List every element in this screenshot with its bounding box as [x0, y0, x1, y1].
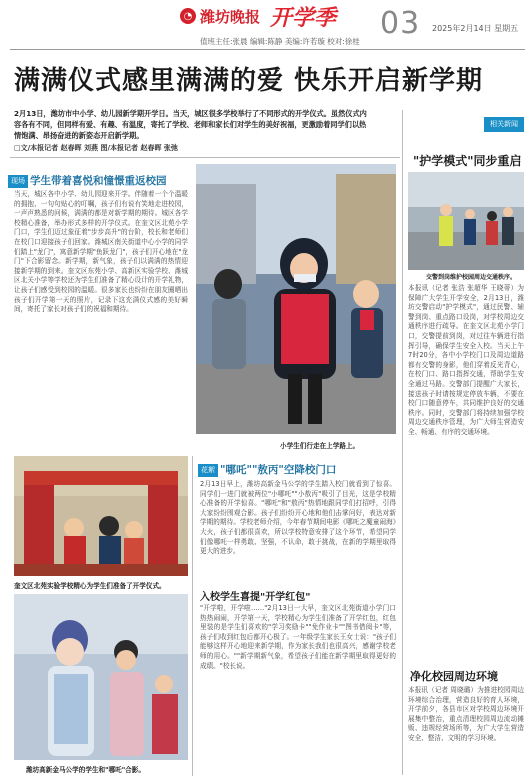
caption-traffic-police: 交警到岗维护校园周边交通秩序。 — [426, 274, 517, 281]
logo-icon: ◔ — [180, 8, 196, 24]
lead-paragraph: 2月13日，潍坊市中小学、幼儿园新学期开学日。当天，城区很多学校举行了不同形式的开学仪式。虽然仪式内容各有不同，但同样有爱、有趣、有温度，寄托了学校、老师和家长们对学生的美好祝福，更激励着同学们以热情饱满、昂扬奋进的新姿态开启新学期。 — [14, 109, 367, 140]
photo-students-walking — [196, 164, 396, 434]
section-body-highlights: 2月13日早上，潍坊高新金马公学的学生踏入校门就看到了惊喜。同学们一进门就被两位"小哪吒""小敖丙"吸引了目光，这是学校精心准备的开学惊喜。"哪吒"和"敖丙"热情地跟同学们打招呼，引得大家纷纷围观合影。孩子们纷纷开心地和他们击掌问好，表达对新学期的期待。学校老师介绍，今年春节期间电影《哪吒之魔童闹海》大火，孩子们都很喜欢，所以学校特意安排了这个环节，希望同学们像哪吒一样勇敢、坚强，不认命，敢于挑战，在新的学期里取得更大的进步。 — [200, 480, 396, 556]
photo-nezha-costume — [14, 594, 188, 760]
page-headline: 满满仪式感里满满的爱 快乐开启新学期 — [14, 66, 484, 96]
section-title-traffic: "护学模式"同步重启 — [413, 154, 522, 168]
section-title-highlights: "哪吒""敖丙"空降校门口 — [220, 464, 337, 476]
column-divider — [402, 110, 403, 775]
page-number: 03 — [380, 6, 421, 41]
divider — [10, 157, 400, 158]
subsection-title-red-packets: 入校学生喜提"开学红包" — [200, 592, 311, 603]
section-title-environment: 净化校园周边环境 — [410, 670, 498, 683]
editor-credits: 值班主任:张晨 编辑:陈静 美编:许若璇 校对:徐桂 — [200, 37, 360, 46]
subsection-body-red-packets: "开学啦，开学啦……"2月13日一大早，奎文区北苑街道小学门口热热闹闹，开学第一天，学校精心为学生们准备了开学红包，红包里装的是学生们喜欢的"学习奖励卡""免作业卡""图书借阅卡"等，孩子们收到红包后都开心极了。一年级学生家长王女士说："孩子们能够这样开心地迎来新学期，作为家长我们也很高兴，感谢学校老师的用心。""新学期新气象，希望孩子们能在新学期里取得更好的成绩。"校长说。 — [200, 604, 396, 670]
caption-students-walking: 小学生们行走在上学路上。 — [280, 442, 360, 450]
column-divider-2 — [192, 456, 193, 776]
masthead-rule — [10, 49, 525, 50]
newspaper-logo — [180, 4, 337, 31]
section-title-scene: 学生带着喜悦和憧憬重返校园 — [30, 175, 167, 187]
section-body-traffic: 本报讯（记者 张浩 张超华 王晓蒂）为保障广大学生开学安全，2月13日，潍坊交警启动"护学模式"，通过民警、辅警到岗、重点路口设岗，对学校周边交通秩序进行疏导。在奎文区北苑小学门口，交警提前到岗，对过往车辆进行指挥引导，确保学生安全入校。当天上午7时20分，各中小学校门口及周边道路都有交警的身影，他们穿着反光背心，在校门口、路口指挥交通，帮助学生安全通过马路。交警部门提醒广大家长，接送孩子时请按规定停放车辆，不要在校门口随意停车，共同维护良好的交通秩序。同时，交警部门将持续加强学校周边交通秩序管理，为广大师生营造安全、畅通、有序的交通环境。 — [408, 284, 524, 436]
section-body-environment: 本报讯（记者 周晓璐）为推进校园周边环境综合治理，营造良好的育人环境，开学前夕，各县市区对学校周边环境开展集中整治，重点清理校园周边流动摊贩、违规经营场所等，为广大学生营造安全、整洁、文明的学习环境。 — [408, 686, 524, 742]
caption-nezha-costume: 潍坊高新金马公学的学生和"哪吒"合影。 — [26, 766, 145, 774]
logo-text: 潍坊晚报 — [200, 7, 261, 26]
section-tag-scene: 现场 — [8, 175, 28, 188]
caption-dragon-gate: 奎文区北苑实验学校精心为学生们准备了开学仪式。 — [14, 582, 166, 590]
section-body-scene: 当天，城区各中小学、幼儿园迎来开学。伴随着一个个温暖的拥抱、一句句贴心的叮嘱，孩子们有说有笑地走进校园，一声声熟悉的问候，满满的都是对新学期的期待。城区各学校精心准备，举办形式多样的开学仪式。在奎文区北苑小学门口，学生们迈过象征着"步步高升"的台阶，校长和老师们在校门口迎接孩子们回家。潍城区南关街道中心小学的同学们踏上"龙门"，寓意新学期"鱼跃龙门"，孩子们开心地在"龙门"下合影留念。新学期，新气象，孩子们以满满的热情迎接新学期的到来。奎文区东苑小学、高新区实验学校、潍城区北关小学等学校还为学生们准备了精心设计的开学礼物，让孩子们感受到校园的温暖。很多家长也纷纷在朋友圈晒出孩子们开学第一天的照片，记录下这充满仪式感的美好瞬间，寄托了家长对孩子们的祝福和期待。 — [14, 190, 188, 314]
byline: □文/本报记者 赵春晖 刘燕 图/本报记者 赵春晖 张弛 — [14, 144, 178, 152]
section-tag-highlights: 花絮 — [198, 464, 218, 477]
section-tag-related: 相关新闻 — [484, 117, 524, 132]
masthead — [0, 0, 530, 52]
column-title: 开学季 — [270, 4, 337, 31]
photo-traffic-police — [408, 172, 524, 270]
photo-dragon-gate — [14, 456, 188, 576]
issue-date: 2025年2月14日 星期五 — [432, 24, 519, 33]
